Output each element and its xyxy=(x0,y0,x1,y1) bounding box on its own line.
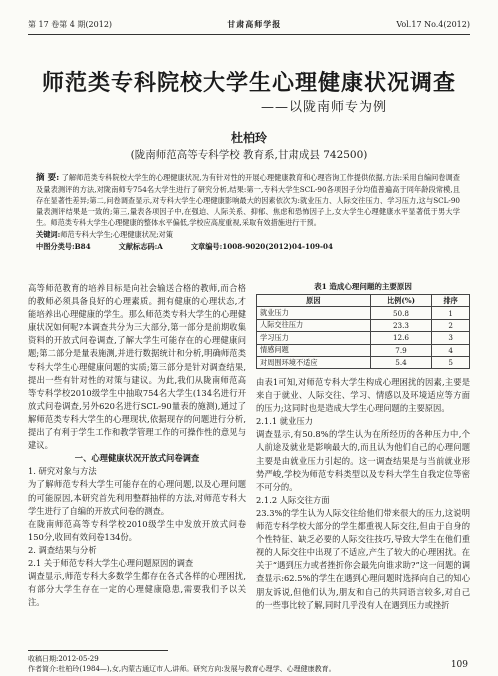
subheading-2-1-1: 2.1.1 就业压力 xyxy=(256,416,313,427)
table-row xyxy=(257,356,470,368)
table-cell: 50.8 xyxy=(370,307,432,319)
causes-table xyxy=(256,294,470,369)
article-title: 师范类专科院校大学生心理健康状况调查 xyxy=(41,70,456,96)
body-paragraph: 调查显示,师范专科大多数学生都存在各式各样的心理困扰,有部分大学生存在一定的心理健康隐患,需要我们予以关注。 xyxy=(28,571,246,608)
header-rule xyxy=(28,34,470,35)
table-cell: 1 xyxy=(432,307,470,319)
article-subtitle: ——以陇南师专为例 xyxy=(260,100,387,115)
table-cell: 情感问题 xyxy=(257,344,371,356)
article-number: 文章编号:1008-9020(2012)04-109-04 xyxy=(190,242,334,251)
running-header xyxy=(28,16,470,32)
body-paragraph: 调查显示,有50.8%的学生认为在所经历的各种压力中,个人前途及就业是影响最大的,而且认为他们自己的心理问题主要是由就业压力引起的。这一调查结果是与当前就业形势严峻,学校为师范专科类型以及专科大学生自我定位等密不可分的。 xyxy=(256,429,470,492)
table-cell: 5.4 xyxy=(370,356,432,368)
keywords-text: 师范专科大学生;心理健康状况;对策 xyxy=(60,230,173,239)
subheading-2-1: 2.1 关于师范专科大学生心理问题原因的调查 xyxy=(28,557,194,568)
left-column xyxy=(28,282,246,609)
table-header-cell: 比例(%) xyxy=(370,295,432,307)
abstract-text: 了解师范类专科院校大学生的心理健康状况,为有针对性的开展心理健康教育和心理咨询工作提供依据,方法:采用自编问卷调查及量表测评的方法,对陇南师专754名大学生进行了研究分析,结果:第一,专科大学生SCL-90各项因子分均值普遍高于同年龄段常模,且存在显著性差异;第二,问卷调查显示,对专科大学生心理健康影响最大的因素依次为:就业压力、人际交往压力、学习压力,这与SCL-90量表测评结果是一致的;第三,量表各项因子中,在强迫、人际关系、抑郁、焦虑和恐怖因子上,女大学生心理健康水平显著低于男大学生。师范类专科大学生心理健康的整体水平偏低,学校应高度重视,采取有效措施进行干预。 xyxy=(36,173,460,227)
table-cell: 3 xyxy=(432,332,470,344)
footnote xyxy=(28,655,468,674)
table-row xyxy=(257,319,470,331)
table-cell: 人际交往压力 xyxy=(257,319,371,331)
body-paragraph: 在陇南师范高等专科学校2010级学生中发放开放式问卷150分,收回有效问卷134份。 xyxy=(28,518,246,542)
header-journal: 甘肃高师学报 xyxy=(227,18,282,29)
author-affiliation: (陇南师范高等专科学校 教育系,甘肃成县 742500) xyxy=(130,149,368,161)
table-cell: 23.3 xyxy=(370,319,432,331)
body-paragraph: 23.3%的学生认为人际交往给他们带来很大的压力,这说明师范专科学校大部分的学生都重视人际交往,但由于自身的个性特征、缺乏必要的人际交往技巧,导致大学生在他们重视的人际交往中出现了不适应,产生了较大的心理困扰。在关于“遇到压力或者挫折你会最先向谁求助?”这一问题的调查显示:62.5%的学生在遇到心理问题时选择向自己的知心朋友诉说,但他们认为,朋友和自己的共同语言较多,对自己的一些事比较了解,同时几乎没有人在遇到压力或挫折 xyxy=(256,507,470,610)
header-volume: 第 17 卷第 4 期(2012) xyxy=(28,19,113,29)
table-cell: 5 xyxy=(432,356,470,368)
intro-paragraph: 高等师范教育的培养目标是向社会输送合格的教师,而合格的教师必须具备良好的心理素质。拥有健康的心理状态,才能培养出心理健康的学生。那么师范类专科大学生的心理健康状况如何呢?本调查共分为三大部分,第一部分是前期收集资料的开放式问卷调查,了解大学生可能存在的心理健康问题;第二部分是量表施测,并进行数据统计和分析,明确师范类专科大学生心理健康问题的实质;第三部分是针对调查结果,提出一些有针对性的对策与建议。为此,我们从陇南师范高等专科学校2010级学生中抽取754名大学生(134名进行开放式问卷调查,另外620名进行SCL-90量表的施测),通过了解师范类专科大学生的心理现状,依据现存的问题进行分析,提出了有利于学生工作和教学管理工作的可操作性的意见与建议。 xyxy=(28,283,246,451)
right-column xyxy=(256,376,470,612)
abstract xyxy=(36,172,460,228)
table-row xyxy=(257,307,470,319)
keywords-label: 关键词: xyxy=(36,230,61,239)
table-header-cell: 原因 xyxy=(257,295,371,307)
subheading-2: 2. 调查结果与分析 xyxy=(28,544,97,555)
classification-ids xyxy=(36,242,333,252)
table-row xyxy=(257,344,470,356)
keywords xyxy=(36,230,173,240)
body-paragraph: 为了解师范专科大学生可能存在的心理问题,以及心理问题的可能原因,本研究首先利用整群抽样的方法,对师范专科大学生进行了自编的开放式问卷的测查。 xyxy=(28,479,246,516)
table-cell: 7.9 xyxy=(370,344,432,356)
table-caption: 表1 造成心理问题的主要原因 xyxy=(314,282,412,291)
table-row xyxy=(257,332,470,344)
page-number: 109 xyxy=(450,660,468,670)
abstract-label: 摘 要: xyxy=(36,173,60,183)
table-cell: 就业压力 xyxy=(257,307,371,319)
table-header-cell: 排序 xyxy=(432,295,470,307)
table-cell: 12.6 xyxy=(370,332,432,344)
author-bio: 作者简介:杜柏玲(1984—),女,内蒙古通辽市人,讲师。研究方向:发展与教育心理学、心理健康教育。 xyxy=(28,664,336,673)
section-heading: 一、心理健康状况开放式问卷调查 xyxy=(74,453,200,464)
document-code: 文献标志码:A xyxy=(118,242,163,251)
author-name: 杜柏玲 xyxy=(230,131,267,145)
table-header-row xyxy=(257,295,470,307)
body-paragraph: 由表1可知,对师范专科大学生构成心理困扰的因素,主要是来自于就业、人际交往、学习、情感以及环境适应等方面的压力;这同时也是造成大学生心理问题的主要原因。 xyxy=(256,377,470,414)
table-cell: 学习压力 xyxy=(257,332,371,344)
received-date: 收稿日期:2012-05-29 xyxy=(28,655,99,663)
table-cell: 对周围环境不适应 xyxy=(257,356,371,368)
table-cell: 2 xyxy=(432,319,470,331)
clc-number: 中图分类号:B84 xyxy=(36,242,91,251)
header-volume-en: Vol.17 No.4(2012) xyxy=(396,19,470,29)
subheading-2-1-2: 2.1.2 人际交往方面 xyxy=(256,494,330,505)
subheading-1: 1. 研究对象与方法 xyxy=(28,466,97,477)
footnote-rule xyxy=(28,650,168,651)
table-cell: 4 xyxy=(432,344,470,356)
